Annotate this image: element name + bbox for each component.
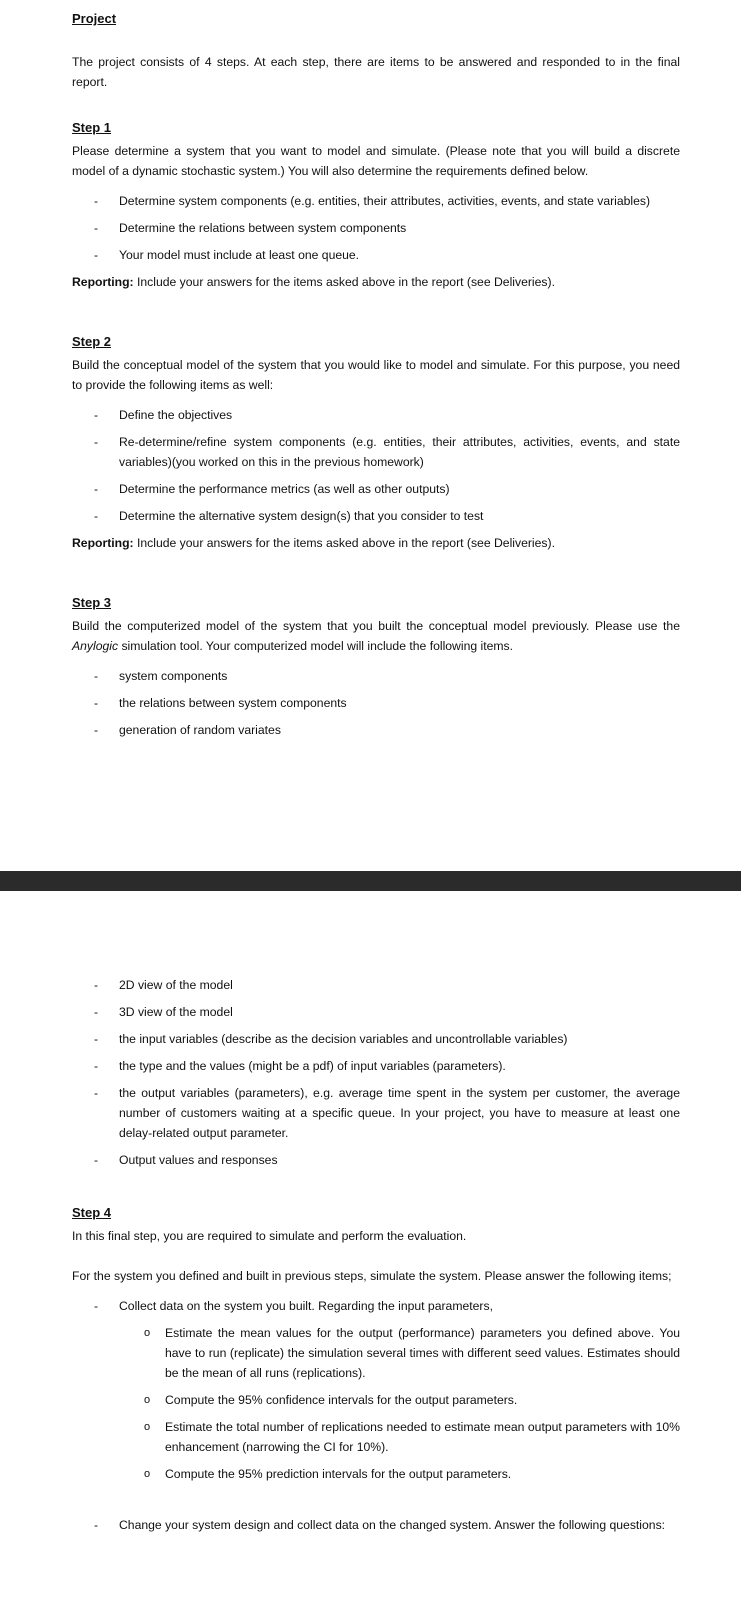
list-item: - Re-determine/refine system components (e.g. entities, their attributes, activities, events, and state variables)(you worked on this in the previous homework) [72, 432, 680, 472]
step4-text: In this final step, you are required to simulate and perform the evaluation. [72, 1229, 467, 1243]
reporting-text: Include your answers for the items asked above in the report (see Deliveries). [133, 536, 555, 550]
list-item: - Change your system design and collect data on the changed system. Answer the following questions: [72, 1515, 680, 1535]
list-item: - Determine the performance metrics (as well as other outputs) [72, 479, 680, 499]
step3-text-part: simulation tool. Your computerized model will include the following items. [118, 639, 514, 653]
sub-list-item: o Compute the 95% confidence intervals for the output parameters. [72, 1390, 680, 1410]
list-item: - system components [72, 666, 680, 686]
step4-sublist [72, 1323, 680, 1484]
step1-list [72, 191, 680, 265]
step2-list [72, 405, 680, 526]
step2-heading: Step 2 [72, 334, 112, 349]
step2-text: Build the conceptual model of the system that you would like to model and simulate. For this purpose, you need to provide the following items as well: [72, 358, 680, 392]
step2-reporting [72, 533, 680, 553]
list-item: - the type and the values (might be a pdf) of input variables (parameters). [72, 1056, 680, 1076]
step4-heading: Step 4 [72, 1205, 112, 1220]
page-divider [0, 871, 741, 891]
list-item: - the relations between system components [72, 693, 680, 713]
intro-paragraph: The project consists of 4 steps. At each step, there are items to be answered and responded to in the final report. [72, 55, 680, 89]
sub-list-item: o Estimate the total number of replications needed to estimate mean output parameters with 10% enhancement (narrowing the CI for 10%). [72, 1417, 680, 1457]
list-item: - Determine the alternative system design(s) that you consider to test [72, 506, 680, 526]
step3-heading: Step 3 [72, 595, 112, 610]
list-item: - 3D view of the model [72, 1002, 680, 1022]
reporting-label: Reporting: [72, 275, 134, 289]
list-item: - Determine the relations between system components [72, 218, 680, 238]
list-item [72, 1296, 680, 1316]
list-item: - Define the objectives [72, 405, 680, 425]
step1-reporting [72, 272, 680, 292]
list-item: - Your model must include at least one queue. [72, 245, 680, 265]
step3-text-part: Build the computerized model of the system that you built the conceptual model previously. Please use the [72, 619, 680, 633]
list-item: - Determine system components (e.g. entities, their attributes, activities, events, and state variables) [72, 191, 680, 211]
list-item-text: Collect data on the system you built. Regarding the input parameters, [119, 1299, 493, 1313]
step4-list [72, 1296, 680, 1316]
list-item: - 2D view of the model [72, 975, 680, 995]
step3-list [72, 666, 680, 740]
step1-text: Please determine a system that you want to model and simulate. (Please note that you will build a discrete model of a dynamic stochastic system.) You will also determine the requirements defined below. [72, 144, 680, 178]
list-item: - Output values and responses [72, 1150, 680, 1170]
sub-list-item: o Estimate the mean values for the output (performance) parameters you defined above. You have to run (replicate) the simulation several times with different seed values. Estimates should be the mean of all runs (replications). [72, 1323, 680, 1383]
list-item: - generation of random variates [72, 720, 680, 740]
reporting-text: Include your answers for the items asked above in the report (see Deliveries). [133, 275, 555, 289]
document-page-1 [72, 9, 680, 747]
sub-list-item: o Compute the 95% prediction intervals for the output parameters. [72, 1464, 680, 1484]
step1-heading: Step 1 [72, 120, 112, 135]
document-page-2 [72, 975, 680, 1542]
step4-list-2 [72, 1515, 680, 1535]
step3-text [72, 616, 680, 656]
step3-list-continued [72, 975, 680, 1170]
list-item: - the output variables (parameters), e.g. average time spent in the system per customer, the average number of customers waiting at a specific queue. In your project, you have to measure at least one delay-related output parameter. [72, 1083, 680, 1143]
project-title: Project [72, 11, 117, 26]
reporting-label: Reporting: [72, 536, 134, 550]
list-item: - the input variables (describe as the decision variables and uncontrollable variables) [72, 1029, 680, 1049]
step4-text2: For the system you defined and built in previous steps, simulate the system. Please answer the following items; [72, 1269, 672, 1283]
tool-name: Anylogic [72, 639, 119, 653]
